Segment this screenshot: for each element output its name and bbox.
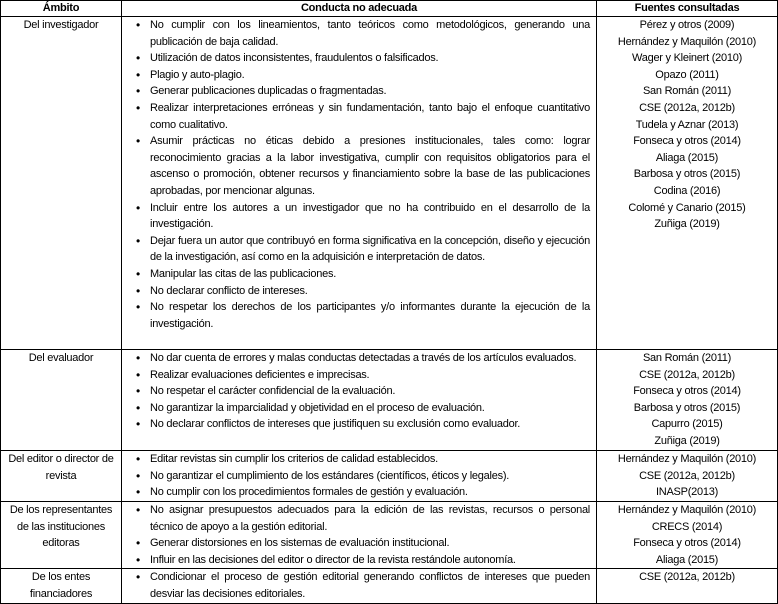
source-citation: Barbosa y otros (2015) — [633, 168, 741, 181]
source-citation: Codina (2016) — [653, 184, 721, 197]
header-row — [1, 1, 778, 17]
conducta-cell — [122, 569, 597, 604]
table-row — [1, 451, 778, 502]
list-item: • Asumir prácticas no éticas debido a presiones institucionales, tales como: lograr reconocimiento gracias a la labor investigativa, cumplir con requisitos obligatorios para el ascenso o promoción, obtener recursos y financiamiento sobre la base de las publicaciones aprobadas, por mencionar algunas. — [126, 133, 592, 199]
list-item: • Realizar evaluaciones deficientes e imprecisas. — [126, 367, 592, 384]
source-citation: Fonseca y otros (2014) — [633, 385, 741, 398]
list-item: • No asignar presupuestos adecuados para la edición de las revistas, recursos o personal técnico de apoyo a la gestión editorial. — [126, 502, 592, 535]
list-item: • No cumplir con los procedimientos formales de gestión y evaluación. — [126, 484, 592, 501]
conducta-list — [126, 502, 592, 568]
conducta-list — [126, 569, 592, 602]
list-item: • No dar cuenta de errores y malas conductas detectadas a través de los artículos evaluados. — [126, 350, 592, 367]
source-citation: Pérez y otros (2009) — [639, 19, 735, 31]
source-citation: INASP(2013) — [655, 486, 719, 499]
list-item: • No respetar los derechos de los participantes y/o informantes durante la ejecución de la investigación. — [126, 299, 592, 332]
list-item: • Incluir entre los autores a un investigador que no ha contribuido en el desarrollo de la investigación. — [126, 200, 592, 233]
ambito-cell: Del investigador — [1, 17, 122, 350]
table-row — [1, 569, 778, 604]
conducta-cell — [122, 350, 597, 451]
list-item: • No garantizar el cumplimiento de los estándares (científicos, éticos y legales). — [126, 468, 592, 485]
source-citation: Barbosa y otros (2015) — [633, 401, 741, 414]
source-citation: San Román (2011) — [642, 85, 732, 98]
fuentes-cell — [597, 451, 778, 502]
source-citation: Hernández y Maquilón (2010) — [617, 504, 757, 516]
list-item: • No respetar el carácter confidencial de la evaluación. — [126, 383, 592, 400]
source-citation: Aliaga (2015) — [655, 151, 719, 164]
list-item: • Plagio y auto-plagio. — [126, 67, 592, 84]
source-citation: San Román (2011) — [642, 352, 732, 364]
ambito-cell: Del editor o director de revista — [1, 451, 122, 502]
list-item: • No garantizar la imparcialidad y objetividad en el proceso de evaluación. — [126, 400, 592, 417]
conducta-list — [126, 451, 592, 501]
conducta-cell — [122, 502, 597, 569]
header-conducta: Conducta no adecuada — [122, 1, 597, 17]
table-row — [1, 17, 778, 350]
ambito-cell: De los entes financiadores — [1, 569, 122, 604]
source-citation: Hernández y Maquilón (2010) — [617, 453, 757, 465]
source-citation: Opazo (2011) — [655, 68, 719, 81]
source-citation: Wager y Kleinert (2010) — [631, 52, 742, 65]
source-citation: Hernández y Maquilón (2010) — [617, 35, 757, 48]
ambito-cell: Del evaluador — [1, 350, 122, 451]
header-ambito: Ámbito — [1, 1, 122, 17]
source-citation: CSE (2012a, 2012b) — [639, 469, 735, 482]
list-item: • Condicionar el proceso de gestión editorial generando conflictos de intereses que pueden desviar las decisiones editoriales. — [126, 569, 592, 602]
source-citation: Colomé y Canario (2015) — [628, 201, 746, 214]
fuentes-cell — [597, 569, 778, 604]
table-row — [1, 350, 778, 451]
list-item: • Manipular las citas de las publicaciones. — [126, 266, 592, 283]
conducta-list — [126, 17, 592, 332]
source-citation: Zuñiga (2019) — [654, 434, 720, 447]
source-citation: Zuñiga (2019) — [654, 218, 720, 231]
source-citation: Aliaga (2015) — [655, 553, 719, 566]
source-citation: Tudela y Aznar (2013) — [635, 118, 739, 131]
conducta-cell — [122, 451, 597, 502]
list-item: • Editar revistas sin cumplir los criterios de calidad establecidos. — [126, 451, 592, 468]
source-citation: CSE (2012a, 2012b) — [639, 101, 735, 114]
header-fuentes: Fuentes consultadas — [597, 1, 778, 17]
conducta-cell — [122, 17, 597, 350]
list-item: • Generar publicaciones duplicadas o fragmentadas. — [126, 83, 592, 100]
source-citation: Capurro (2015) — [651, 418, 723, 431]
fuentes-cell — [597, 350, 778, 451]
list-item: • No declarar conflicto de intereses. — [126, 283, 592, 300]
source-citation: CSE (2012a, 2012b) — [639, 368, 735, 381]
fuentes-cell — [597, 17, 778, 350]
source-citation: CRECS (2014) — [651, 520, 723, 533]
source-citation: CSE (2012a, 2012b) — [639, 571, 735, 584]
fuentes-cell — [597, 502, 778, 569]
list-item: • Utilización de datos inconsistentes, fraudulentos o falsificados. — [126, 50, 592, 67]
ambito-cell: De los representantes de las instituciones editoras — [1, 502, 122, 569]
table-row — [1, 502, 778, 569]
source-citation: Fonseca y otros (2014) — [633, 135, 741, 148]
list-item: • No cumplir con los lineamientos, tanto teóricos como metodológicos, generando una publicación de baja calidad. — [126, 17, 592, 50]
list-item: • Dejar fuera un autor que contribuyó en forma significativa en la concepción, diseño y ejecución de la investigación, así como en la adquisición e interpretación de datos. — [126, 233, 592, 266]
conducta-list — [126, 350, 592, 433]
source-citation: Fonseca y otros (2014) — [633, 537, 741, 550]
list-item: • Influir en las decisiones del editor o director de la revista restándole autonomía. — [126, 552, 592, 569]
list-item: • No declarar conflictos de intereses que justifiquen su exclusión como evaluador. — [126, 416, 592, 433]
list-item: • Generar distorsiones en los sistemas de evaluación institucional. — [126, 535, 592, 552]
list-item: • Realizar interpretaciones erróneas y sin fundamentación, tanto bajo el enfoque cuantitativo como cualitativo. — [126, 100, 592, 133]
